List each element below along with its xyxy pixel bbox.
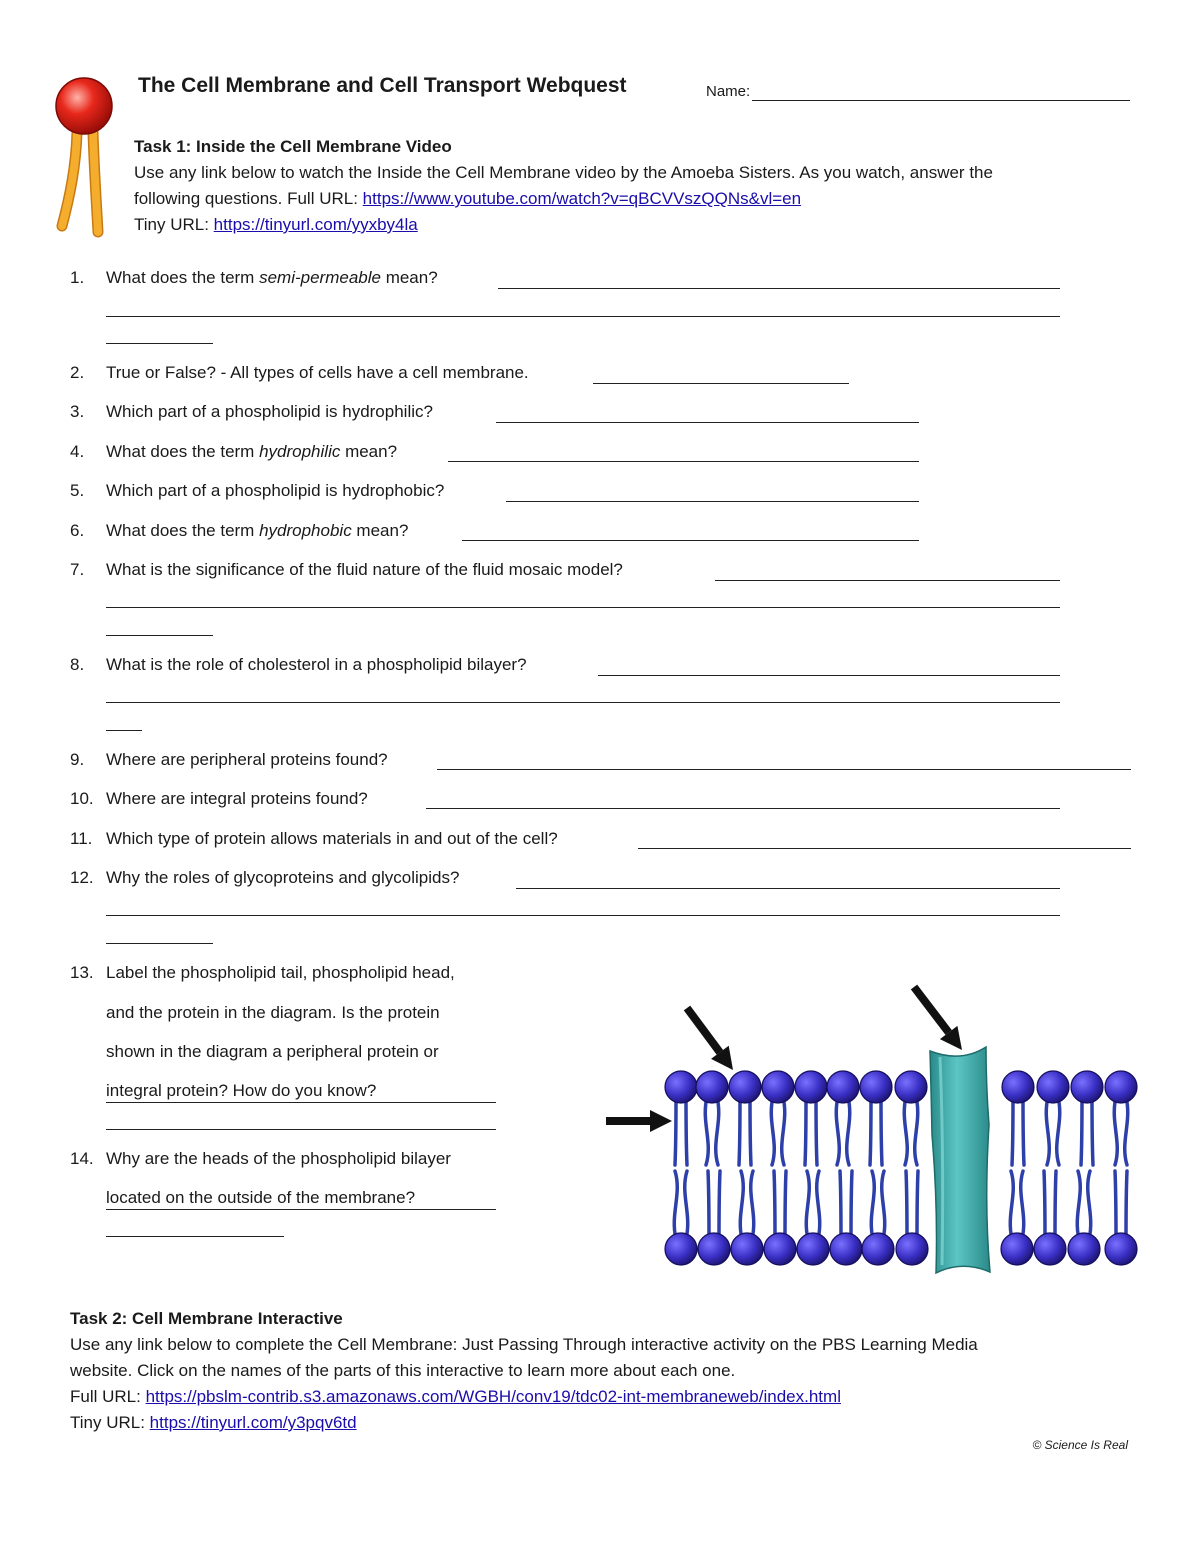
name-field[interactable] xyxy=(752,100,1130,101)
q10-number: 10. xyxy=(70,789,94,808)
q8-answer-line[interactable] xyxy=(598,675,1060,676)
task2-instructions xyxy=(70,1332,1140,1436)
q14-answer-line[interactable] xyxy=(106,1236,284,1237)
q13-answer-line[interactable] xyxy=(106,1102,496,1103)
q6-term: hydrophobic xyxy=(259,521,352,540)
q6-answer-line[interactable] xyxy=(462,540,919,541)
task1-full-label: following questions. Full URL: xyxy=(134,189,363,208)
q6-number: 6. xyxy=(70,521,85,540)
q14-line: located on the outside of the membrane? xyxy=(106,1188,416,1207)
phospholipid-head xyxy=(1105,1233,1137,1265)
q7-answer-line[interactable] xyxy=(106,607,1060,608)
task1-tiny-label: Tiny URL: xyxy=(134,215,214,234)
q4-number: 4. xyxy=(70,442,85,461)
phospholipid-head xyxy=(696,1071,728,1103)
q10-answer-line[interactable] xyxy=(426,808,1060,809)
q2-text: True or False? - All types of cells have a cell membrane. xyxy=(106,363,529,382)
phospholipid-tail xyxy=(740,1171,743,1239)
q14-number: 14. xyxy=(70,1149,94,1168)
q7-number: 7. xyxy=(70,560,85,579)
task1-line3 xyxy=(134,212,1144,238)
phospholipid-tail xyxy=(785,1171,786,1239)
name-label: Name: xyxy=(706,83,751,100)
q11-answer-line[interactable] xyxy=(638,848,1131,849)
phospholipid-tail xyxy=(675,1097,676,1165)
copyright-footer: © Science Is Real xyxy=(1032,1438,1128,1452)
q13-number: 13. xyxy=(70,963,94,982)
phospholipid-head xyxy=(764,1233,796,1265)
q8-number: 8. xyxy=(70,655,85,674)
phospholipid-head xyxy=(1002,1071,1034,1103)
phospholipid-tail xyxy=(751,1171,754,1239)
phospholipid-head xyxy=(1001,1233,1033,1265)
phospholipid-tail xyxy=(1088,1171,1091,1239)
phospholipid-tail xyxy=(1114,1097,1117,1165)
phospholipid-tail xyxy=(1012,1097,1013,1165)
phospholipid-tail xyxy=(851,1171,852,1239)
task2-line4 xyxy=(70,1410,1140,1436)
phospholipid-logo-icon xyxy=(50,76,120,240)
phospholipid-tail xyxy=(1077,1171,1080,1239)
q3-answer-line[interactable] xyxy=(496,422,919,423)
phospholipid-head xyxy=(731,1233,763,1265)
q7-answer-line[interactable] xyxy=(715,580,1060,581)
task1-instructions xyxy=(134,160,1144,238)
arrow-tail-label-head-icon xyxy=(650,1110,672,1132)
phospholipid-tail xyxy=(750,1097,751,1165)
task2-full-url-link[interactable]: https://pbslm-contrib.s3.amazonaws.com/WGBH/conv19/tdc02-int-membraneweb/index.html xyxy=(145,1387,841,1406)
q1-answer-line[interactable] xyxy=(106,343,213,344)
phospholipid-tail xyxy=(1125,1097,1128,1165)
q4-answer-line[interactable] xyxy=(448,461,919,462)
phospholipid-head xyxy=(1034,1233,1066,1265)
phospholipid-tail xyxy=(836,1097,839,1165)
task1-line2 xyxy=(134,186,1144,212)
q1-answer-line[interactable] xyxy=(498,288,1060,289)
phospholipid-tail xyxy=(870,1097,871,1165)
phospholipid-tail xyxy=(1092,1097,1093,1165)
phospholipid-tail xyxy=(1115,1171,1116,1239)
phospholipid-tail xyxy=(915,1097,918,1165)
phospholipid-tail xyxy=(705,1097,708,1165)
membrane-diagram xyxy=(600,975,1140,1285)
phospholipid-head xyxy=(1068,1233,1100,1265)
q6-text xyxy=(106,521,408,541)
q4-text xyxy=(106,442,397,462)
arrow-head-label-shaft xyxy=(687,1008,720,1052)
task1-full-url-link[interactable]: https://www.youtube.com/watch?v=qBCVVszQQNs&vl=en xyxy=(362,189,802,208)
phospholipid-head xyxy=(862,1233,894,1265)
q11-number: 11. xyxy=(70,829,93,848)
q11-text: Which type of protein allows materials in and out of the cell? xyxy=(106,829,558,848)
q12-answer-line[interactable] xyxy=(106,915,1060,916)
phospholipid-head xyxy=(896,1233,928,1265)
q14-answer-line[interactable] xyxy=(106,1209,496,1210)
task1-line1: Use any link below to watch the Inside the Cell Membrane video by the Amoeba Sisters. As you watch, answer the xyxy=(134,163,993,182)
phospholipid-tail xyxy=(1010,1171,1013,1239)
task2-line1: Use any link below to complete the Cell Membrane: Just Passing Through interactive activity on the PBS Learning Media xyxy=(70,1335,978,1354)
q8-answer-line[interactable] xyxy=(106,702,1060,703)
q8-answer-line[interactable] xyxy=(106,730,142,731)
phospholipid-head xyxy=(762,1071,794,1103)
phospholipid-tail xyxy=(1057,1097,1060,1165)
q12-answer-line[interactable] xyxy=(516,888,1060,889)
q8-text: What is the role of cholesterol in a phospholipid bilayer? xyxy=(106,655,527,674)
phospholipid-tail xyxy=(1055,1171,1056,1239)
phospholipid-tail xyxy=(1081,1097,1082,1165)
phospholipid-tail xyxy=(774,1171,775,1239)
integral-protein xyxy=(930,1047,990,1273)
task2-full-label: Full URL: xyxy=(70,1387,146,1406)
phospholipid-head xyxy=(797,1233,829,1265)
q12-text: Why the roles of glycoproteins and glycolipids? xyxy=(106,868,460,887)
q12-answer-line[interactable] xyxy=(106,943,213,944)
phospholipid-tail xyxy=(881,1097,882,1165)
page-title: The Cell Membrane and Cell Transport Webquest xyxy=(138,74,627,97)
q6-text-before: What does the term xyxy=(106,521,260,540)
phospholipid-tail xyxy=(847,1097,850,1165)
q5-text: Which part of a phospholipid is hydrophobic? xyxy=(106,481,445,500)
phospholipid-head xyxy=(665,1233,697,1265)
phospholipid-tail xyxy=(917,1171,918,1239)
phospholipid-tail xyxy=(674,1171,677,1239)
phospholipid-head xyxy=(665,1071,697,1103)
q13-answer-line[interactable] xyxy=(106,1129,496,1130)
q9-answer-line[interactable] xyxy=(437,769,1131,770)
phospholipid-tail xyxy=(782,1097,785,1165)
phospholipid-head xyxy=(827,1071,859,1103)
phospholipid-tail xyxy=(871,1171,874,1239)
q9-text: Where are peripheral proteins found? xyxy=(106,750,388,769)
q9-number: 9. xyxy=(70,750,85,769)
phospholipid-head xyxy=(860,1071,892,1103)
task2-tiny-label: Tiny URL: xyxy=(70,1413,150,1432)
q5-number: 5. xyxy=(70,481,85,500)
q1-answer-line[interactable] xyxy=(106,316,1060,317)
task2-heading: Task 2: Cell Membrane Interactive xyxy=(70,1309,343,1328)
q1-text-after: mean? xyxy=(380,268,438,287)
q6-text-after: mean? xyxy=(351,521,409,540)
task2-line3 xyxy=(70,1384,1140,1410)
phospholipid-head xyxy=(698,1233,730,1265)
q14-line: Why are the heads of the phospholipid bilayer xyxy=(106,1149,451,1168)
q12-number: 12. xyxy=(70,868,94,887)
q10-text: Where are integral proteins found? xyxy=(106,789,368,808)
q2-number: 2. xyxy=(70,363,85,382)
phospholipid-head xyxy=(795,1071,827,1103)
task2-tiny-url-link[interactable]: https://tinyurl.com/y3pqv6td xyxy=(149,1413,357,1432)
phospholipid-tail xyxy=(806,1171,809,1239)
q13-line: integral protein? How do you know? xyxy=(106,1081,377,1100)
phospholipid-tail xyxy=(708,1171,709,1239)
arrow-protein-label-shaft xyxy=(914,987,949,1033)
phospholipid-tail xyxy=(1126,1171,1127,1239)
q1-text-before: What does the term xyxy=(106,268,260,287)
phospholipid-head xyxy=(1037,1071,1069,1103)
q4-term: hydrophilic xyxy=(259,442,341,461)
q13-line: Label the phospholipid tail, phospholipid head, xyxy=(106,963,455,982)
phospholipid-tail xyxy=(685,1171,688,1239)
q1-number: 1. xyxy=(70,268,85,287)
phospholipid-tail xyxy=(739,1097,740,1165)
phospholipid-tail xyxy=(840,1171,841,1239)
phospholipid-tail xyxy=(805,1097,806,1165)
phospholipid-tail xyxy=(1046,1097,1049,1165)
phospholipid-tail xyxy=(1044,1171,1045,1239)
task2-line2: website. Click on the names of the parts of this interactive to learn more about each one. xyxy=(70,1361,736,1380)
phospholipid-head xyxy=(895,1071,927,1103)
q1-term: semi-permeable xyxy=(259,268,381,287)
phospholipid-tail xyxy=(882,1171,885,1239)
q13-line: shown in the diagram a peripheral protein or xyxy=(106,1042,439,1061)
q3-text: Which part of a phospholipid is hydrophilic? xyxy=(106,402,433,421)
phospholipid-head xyxy=(729,1071,761,1103)
phospholipid-head xyxy=(830,1233,862,1265)
phospholipid-tail xyxy=(906,1171,907,1239)
phospholipid-tail xyxy=(719,1171,720,1239)
q3-number: 3. xyxy=(70,402,85,421)
q4-text-before: What does the term xyxy=(106,442,260,461)
task1-tiny-url-link[interactable]: https://tinyurl.com/yyxby4la xyxy=(213,215,418,234)
q7-text: What is the significance of the fluid nature of the fluid mosaic model? xyxy=(106,560,623,579)
phospholipid-tail xyxy=(1021,1171,1024,1239)
phospholipid-tail xyxy=(1023,1097,1024,1165)
q7-answer-line[interactable] xyxy=(106,635,213,636)
phospholipid-tail xyxy=(817,1171,820,1239)
q13-line: and the protein in the diagram. Is the protein xyxy=(106,1003,440,1022)
phospholipid-head xyxy=(1105,1071,1137,1103)
phospholipid-tail xyxy=(816,1097,817,1165)
phospholipid-tail xyxy=(686,1097,687,1165)
phospholipid-tail xyxy=(771,1097,774,1165)
q2-answer-line[interactable] xyxy=(593,383,849,384)
phospholipid-tail xyxy=(904,1097,907,1165)
q1-text xyxy=(106,268,438,288)
task1-heading: Task 1: Inside the Cell Membrane Video xyxy=(134,137,452,156)
q4-text-after: mean? xyxy=(340,442,398,461)
q5-answer-line[interactable] xyxy=(506,501,919,502)
phospholipid-head xyxy=(1071,1071,1103,1103)
phospholipid-tail xyxy=(716,1097,719,1165)
